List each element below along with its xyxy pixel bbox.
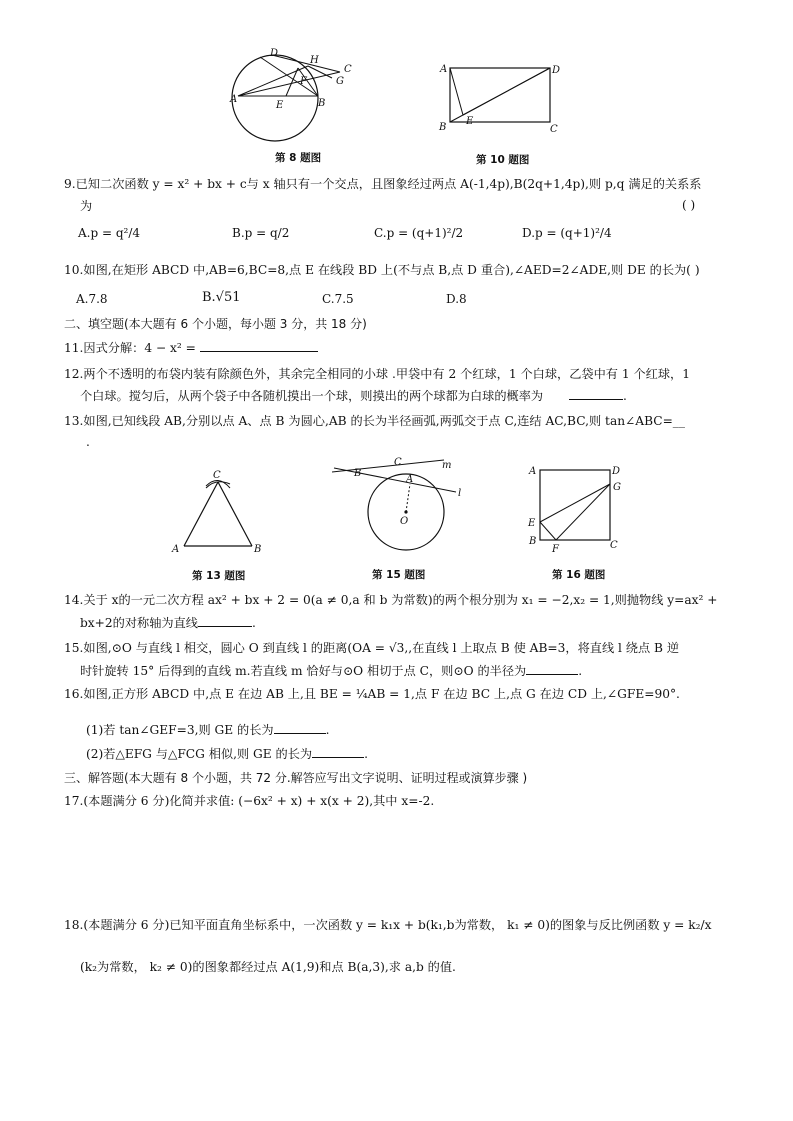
q10-option-b: B.√51 [202,290,241,305]
fig15-caption: 第 15 题图 [372,569,426,581]
q9-option-b: B.p = q/2 [232,226,290,240]
fig8-label-f: F [300,76,307,87]
q13-line2: . [86,435,90,449]
q9-stem-cont: 为 [80,199,93,213]
fig16-label-f: F [552,544,559,555]
section-2-heading: 二、填空题(本大题有 6 个小题，每小题 3 分，共 18 分) [64,317,367,331]
q14-line2 [80,614,256,631]
fig15-label-l: l [458,488,462,499]
q16-part1-period: . [325,723,330,737]
q16-part1-text: (1)若 tan∠GEF=3,则 GE 的长为 [86,723,274,737]
q9-option-d: D.p = (q+1)²/4 [522,226,612,240]
fig15-label-b: B [354,468,362,479]
figure-15 [332,456,472,562]
fig10-label-e: E [466,116,474,127]
fig10-caption: 第 10 题图 [476,154,530,166]
q11-answer-blank[interactable] [200,339,318,352]
figure-10 [436,60,566,140]
q12-line2 [80,387,627,404]
q18-line1: 18.(本题满分 6 分)已知平面直角坐标系中，一次函数 y = k₁x + b(k₁,b为常数， k₁ ≠ 0)的图象与反比例函数 y = k₂/x [64,918,712,932]
fig16-label-a: A [529,466,537,477]
figure-16 [524,460,634,556]
q18-line2: (k₂为常数， k₂ ≠ 0)的图象都经过点 A(1,9)和点 B(a,3),求 a,b 的值. [80,960,456,974]
figure-8 [228,44,368,149]
q9-option-c: C.p = (q+1)²/2 [374,226,464,240]
fig16-label-b: B [529,536,537,547]
q12-line1: 12.两个不透明的布袋内装有除颜色外，其余完全相同的小球 .甲袋中有 2 个红球，1 个白球，乙袋中有 1 个红球，1 [64,367,690,381]
q10-option-d: D.8 [446,292,467,306]
fig16-label-c: C [610,540,618,551]
fig16-label-d: D [612,466,621,477]
fig15-label-c: C [394,457,402,468]
section-3-heading: 三、解答题(本大题有 8 个小题，共 72 分.解答应写出文字说明、证明过程或演算步骤 ) [64,771,528,785]
fig10-label-b: B [439,122,447,133]
fig8-label-b: B [318,98,326,109]
q9-answer-paren: ( ) [682,198,696,212]
q15-answer-blank[interactable] [526,662,578,675]
q16-part2-text: (2)若△EFG 与△FCG 相似,则 GE 的长为 [86,747,313,761]
fig10-label-c: C [550,124,558,135]
fig15-label-o: O [400,516,409,527]
q11 [64,339,318,356]
fig8-label-a: A [230,94,238,105]
q16-part2 [86,745,368,762]
q14-line1: 14.关于 x的一元二次方程 ax² + bx + 2 = 0(a ≠ 0,a 和 b 为常数)的两个根分别为 x₁ = −2,x₂ = 1,则抛物线 y=ax² + [64,593,718,607]
fig8-label-d: D [270,48,279,59]
q11-text: 11.因式分解：4 − x² = [64,341,200,355]
fig10-label-a: A [440,64,448,75]
q16-part2-period: . [364,747,368,761]
figure-13 [168,470,268,556]
q12-answer-blank[interactable] [569,387,623,400]
q16-part1 [86,721,329,738]
q14-text: bx+2的对称轴为直线 [80,616,198,630]
q15-line2 [80,662,582,679]
fig16-label-g: G [613,482,621,493]
fig8-caption: 第 8 题图 [275,152,322,164]
q17: 17.(本题满分 6 分)化简并求值: (−6x² + x) + x(x + 2),其中 x=-2. [64,794,435,808]
q12-text: 个白球。搅匀后，从两个袋子中各随机摸出一个球，则摸出的两个球都为白球的概率为 [80,389,544,403]
q16-part2-answer-blank[interactable] [312,745,364,758]
q15-line1: 15.如图,⊙O 与直线 l 相交，圆心 O 到直线 l 的距离(OA = √3,,在直线 l 上取点 B 使 AB=3，将直线 l 绕点 B 逆 [64,641,680,655]
q16-stem: 16.如图,正方形 ABCD 中,点 E 在边 AB 上,且 BE = ¼AB = 1,点 F 在边 BC 上,点 G 在边 CD 上,∠GFE=90°. [64,687,680,701]
q16-part1-answer-blank[interactable] [274,721,326,734]
q15-period: . [578,664,583,678]
fig13-label-a: A [172,544,180,555]
q15-text: 时针旋转 15° 后得到的直线 m.若直线 m 恰好与⊙O 相切于点 C，则⊙O 的半径为 [80,664,527,678]
fig10-label-d: D [552,65,561,76]
fig15-label-a: A [406,474,414,485]
fig8-label-e: E [276,100,284,111]
q9-option-a: A.p = q²/4 [78,226,141,240]
q14-answer-blank[interactable] [198,614,252,627]
fig15-label-m: m [442,460,452,471]
fig13-label-b: B [254,544,262,555]
q12-period: . [623,389,627,403]
q13-line1: 13.如图,已知线段 AB,分别以点 A、点 B 为圆心,AB 的长为半径画弧,两弧交于点 C,连结 AC,BC,则 tan∠ABC=__ [64,414,685,428]
q10-option-c: C.7.5 [322,292,354,306]
q14-period: . [251,616,256,630]
q9-stem: 9.已知二次函数 y = x² + bx + c与 x 轴只有一个交点，且图象经过两点 A(-1,4p),B(2q+1,4p),则 p,q 满足的关系系 [64,177,702,191]
q10-stem: 10.如图,在矩形 ABCD 中,AB=6,BC=8,点 E 在线段 BD 上(不与点 B,点 D 重合),∠AED=2∠ADE,则 DE 的长为( ) [64,263,700,277]
fig13-caption: 第 13 题图 [192,570,246,582]
fig8-label-g: G [336,76,344,87]
fig8-label-h: H [310,55,319,66]
fig8-label-c: C [344,64,352,75]
fig13-label-c: C [213,470,221,481]
q10-option-a: A.7.8 [76,292,108,306]
fig16-label-e: E [528,518,536,529]
fig16-caption: 第 16 题图 [552,569,606,581]
